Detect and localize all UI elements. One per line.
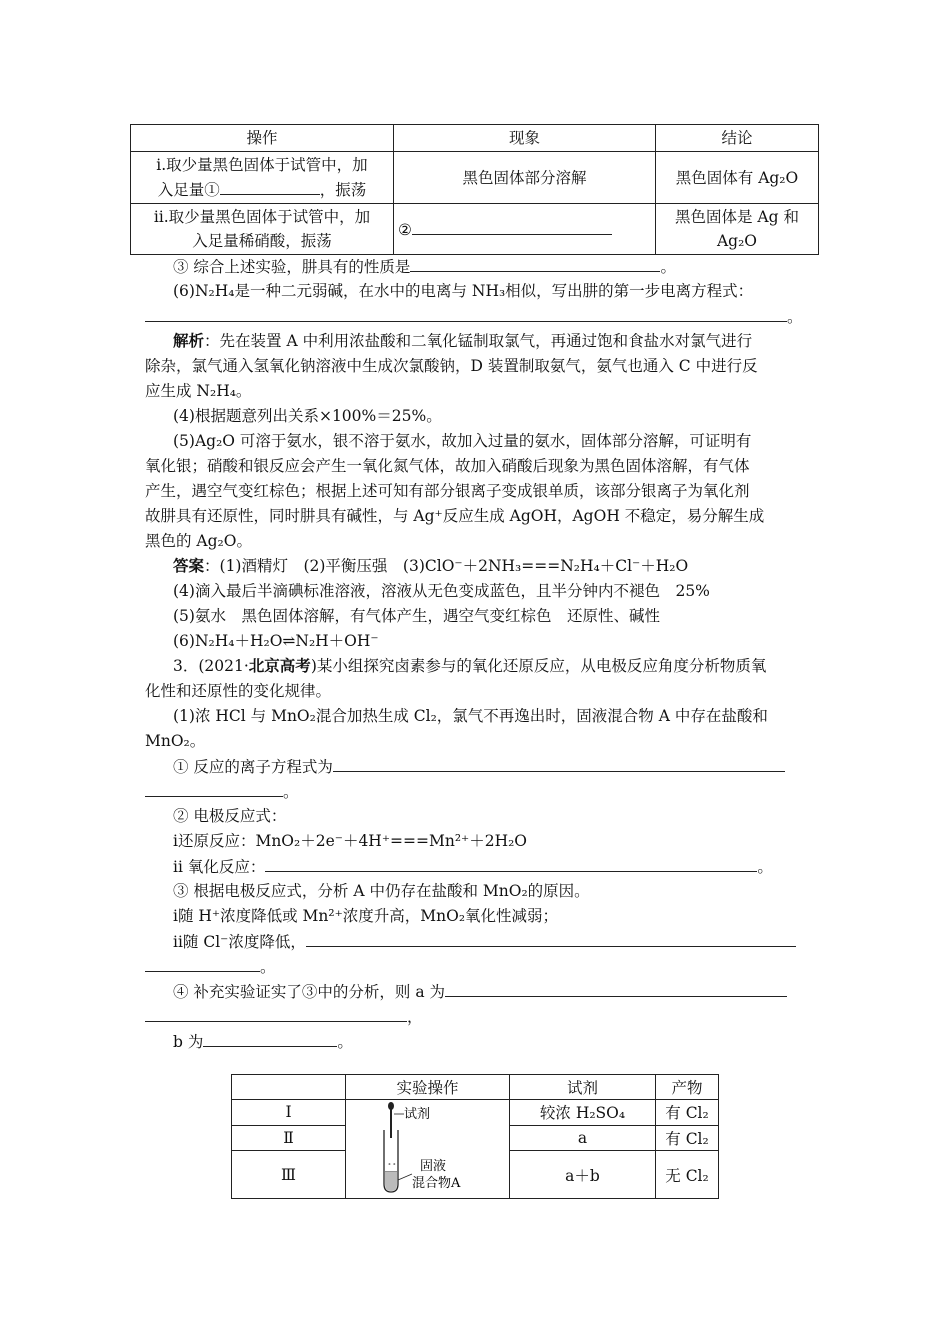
table-header-row [131, 125, 819, 152]
svg-text:∘ ∘: ∘ ∘ [388, 1161, 396, 1168]
analysis-label: 解析 [173, 331, 205, 350]
problem-3-part-1: (1)浓 HCl 与 MnO₂混合加热生成 Cl₂，氯气不再逸出时，固液混合物 A 中存在盐酸和 [173, 707, 768, 725]
answer-line-1: 答案：(1)酒精灯 (2)平衡压强 (3)ClO⁻＋2NH₃===N₂H₄＋Cl⁻＋H₂O [173, 556, 689, 575]
analysis-line-3: 应生成 N₂H₄。 [145, 382, 252, 400]
row-product: 无 Cl₂ [656, 1151, 719, 1199]
answer-blank-equation-2[interactable] [145, 779, 283, 797]
answer-line-3: (5)氨水 黑色固体溶解，有气体产生，遇空气变红棕色 还原性、碱性 [173, 607, 660, 625]
row2-phenomenon: ② [394, 204, 656, 255]
analysis-line-5: (5)Ag₂O 可溶于氨水，银不溶于氨水，故加入过量的氨水，固体部分溶解，可证明有 [173, 432, 752, 450]
row1-conclusion: 黑色固体有 Ag₂O [656, 152, 819, 204]
step-1-line: ① 反应的离子方程式为 [173, 754, 838, 779]
analysis-line-1: 解析：先在装置 A 中利用浓盐酸和二氧化锰制取氯气，再通过饱和食盐水对氯气进行 [173, 331, 753, 350]
step-2-line: ② 电极反应式： [173, 807, 287, 825]
header-operation: 操作 [131, 125, 394, 152]
test-tube-diagram [346, 1100, 501, 1198]
answer-blank-2[interactable] [412, 217, 612, 235]
label-mixture-2: 混合物A [412, 1176, 461, 1191]
header-phenomenon: 现象 [394, 125, 656, 152]
answer-blank-1[interactable] [220, 177, 320, 195]
analysis-line-9: 黑色的 Ag₂O。 [145, 532, 252, 550]
table-header-row [232, 1075, 719, 1100]
table-row [232, 1100, 719, 1126]
row2-operation: ⅱ.取少量黑色固体于试管中，加 入足量稀硝酸，振荡 [131, 204, 394, 255]
question-6-answer-line: 。 [145, 304, 810, 329]
problem-3-intro-2: 化性和还原性的变化规律。 [145, 682, 332, 700]
answer-blank-b[interactable] [203, 1029, 337, 1047]
analysis-line-7: 产生，遇空气变红棕色；根据上述可知有部分银离子变成银单质，该部分银离子为氧化剂 [145, 482, 750, 500]
header-product: 产物 [656, 1075, 719, 1100]
answer-blank-oxidation[interactable] [265, 854, 757, 872]
answer-blank-6[interactable] [145, 304, 787, 322]
row1-phenomenon: 黑色固体部分溶解 [394, 152, 656, 204]
step-3-line: ③ 根据电极反应式，分析 A 中仍存在盐酸和 MnO₂的原因。 [173, 882, 590, 900]
row-product: 有 Cl₂ [656, 1100, 719, 1126]
step-1-line-2: 。 [145, 779, 810, 804]
answer-blank-equation[interactable] [333, 754, 785, 772]
step-3-ii-2: 。 [145, 954, 810, 979]
answer-label: 答案 [173, 556, 205, 575]
row-id: Ⅱ [232, 1125, 346, 1151]
step-3-i: ⅰ随 H⁺浓度降低或 Mn²⁺浓度升高，MnO₂氧化性减弱； [173, 907, 559, 925]
results-table [130, 124, 819, 255]
step-2-oxidation: ⅱ 氧化反应： 。 [173, 854, 838, 879]
answer-blank-3[interactable] [410, 254, 660, 272]
row-product: 有 Cl₂ [656, 1125, 719, 1151]
step-3-ii: ⅱ随 Cl⁻浓度降低， [173, 929, 838, 954]
step-4-line: ④ 补充实验证实了③中的分析，则 a 为 [173, 979, 838, 1004]
row-id: Ⅲ [232, 1151, 346, 1199]
table-row [131, 152, 819, 204]
question-6-line: (6)N₂H₄是一种二元弱碱，在水中的电离与 NH₃相似，写出肼的第一步电离方程式： [173, 282, 754, 300]
row2-conclusion: 黑色固体是 Ag 和 Ag₂O [656, 204, 819, 255]
answer-blank-reason-2[interactable] [145, 954, 260, 972]
step-4-line-2: ， [145, 1004, 810, 1029]
answer-blank-reason[interactable] [306, 929, 796, 947]
answer-line-2: (4)滴入最后半滴碘标准溶液，溶液从无色变成蓝色，且半分钟内不褪色 25% [173, 582, 710, 600]
row-reagent: a [510, 1125, 656, 1151]
table-row [131, 204, 819, 255]
step-4-b-line: b 为 。 [173, 1029, 838, 1054]
answer-blank-a[interactable] [445, 979, 787, 997]
header-conclusion: 结论 [656, 125, 819, 152]
header-id [232, 1075, 346, 1100]
label-mixture-1: 固液 [420, 1159, 447, 1174]
test-tube-icon [384, 1130, 398, 1192]
analysis-line-8: 故肼具有还原性，同时肼具有碱性，与 Ag⁺反应生成 AgOH，AgOH 不稳定，易分解生成 [145, 507, 765, 525]
dropper-icon [388, 1102, 394, 1138]
answer-line-4: (6)N₂H₄＋H₂O⇌N₂H＋OH⁻ [173, 632, 379, 650]
answer-blank-a-2[interactable] [145, 1004, 407, 1022]
apparatus-cell [346, 1100, 510, 1199]
problem-3-intro: 3．(2021·北京高考)某小组探究卤素参与的氧化还原反应，从电极反应角度分析物质氧 [173, 656, 767, 675]
analysis-line-4: (4)根据题意列出关系×100%＝25%。 [173, 407, 442, 425]
label-reagent: 试剂 [404, 1107, 431, 1122]
header-reagent: 试剂 [510, 1075, 656, 1100]
analysis-line-2: 除杂，氯气通入氢氧化钠溶液中生成次氯酸钠，D 装置制取氨气，氨气也通入 C 中进行反 [145, 357, 758, 375]
question-3-line: ③ 综合上述实验，肼具有的性质是 。 [173, 254, 838, 279]
row-reagent: 较浓 H₂SO₄ [510, 1100, 656, 1126]
row1-operation: ⅰ.取少量黑色固体于试管中，加 入足量① ，振荡 [131, 152, 394, 204]
header-operation: 实验操作 [346, 1075, 510, 1100]
problem-3-part-1b: MnO₂。 [145, 732, 206, 750]
experiment-table [231, 1074, 719, 1199]
analysis-line-6: 氧化银；硝酸和银反应会产生一氧化氮气体，故加入硝酸后现象为黑色固体溶解，有气体 [145, 457, 750, 475]
row-reagent: a＋b [510, 1151, 656, 1199]
row-id: Ⅰ [232, 1100, 346, 1126]
step-2-reduction: ⅰ还原反应：MnO₂＋2e⁻＋4H⁺===Mn²⁺＋2H₂O [173, 832, 528, 850]
